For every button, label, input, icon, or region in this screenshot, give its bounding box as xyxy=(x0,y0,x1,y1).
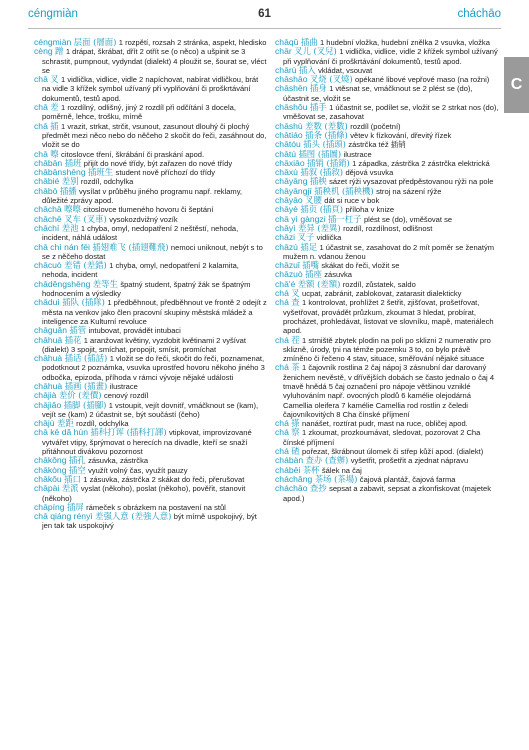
entry-pinyin: chār xyxy=(275,46,292,57)
entry-pinyin: chātóu xyxy=(275,139,301,150)
entry-definition: 1 aranžovat květiny, vyzdobit květinami 2 vyšívat (dialekt) 3 spojit, smíchat, propojit, smísit, promíchat xyxy=(42,335,246,354)
entry-hanzi: 插班生 xyxy=(88,167,114,178)
entry-definition: rozdíl, odchylka xyxy=(80,177,134,187)
entry-pinyin: chāzú xyxy=(275,241,298,252)
entry-definition: dát si ruce v bok xyxy=(324,196,380,206)
entry-hanzi: 差等生 xyxy=(92,278,118,289)
dictionary-entry xyxy=(34,224,267,243)
entry-definition: špatný student, špatný žák se špatným hodnocením a výsledky xyxy=(42,279,251,299)
dictionary-entry xyxy=(34,103,267,122)
dictionary-entry xyxy=(275,363,500,419)
right-column xyxy=(275,38,500,503)
dictionary-entry xyxy=(34,261,267,280)
entry-definition: vidlička xyxy=(316,233,342,243)
entry-hanzi: 插口 xyxy=(64,473,81,484)
entry-pinyin: chāchā xyxy=(34,204,62,215)
entry-hanzi: 查抄 xyxy=(309,483,327,494)
entry-hanzi: 叉车 (叉車) xyxy=(64,213,107,224)
dictionary-entry xyxy=(275,289,500,298)
dictionary-entry xyxy=(275,47,500,66)
entry-hanzi: 插秧机 (插秧機) xyxy=(314,185,374,196)
entry-definition: vyšetřit, prošetřit a zjednat nápravu xyxy=(350,456,469,466)
entry-hanzi: 茶场 (茶場) xyxy=(314,473,358,484)
entry-hanzi: 差额 (差額) xyxy=(297,278,341,289)
entry-pinyin: chāshù xyxy=(275,120,303,131)
entry-pinyin: chāshāo xyxy=(275,74,308,85)
entry-definition: stroj na sázení rýže xyxy=(376,186,442,196)
entry-hanzi: 搽 xyxy=(291,418,300,429)
entry-definition: vysílat v průběhu jiného programu např. reklamy, důležité zprávy apod. xyxy=(42,186,243,206)
entry-definition: opékané libové vepřové maso (na rožni) xyxy=(355,75,490,85)
entry-pinyin: chā xyxy=(34,102,48,113)
entry-pinyin: chā yì gàngzi xyxy=(275,213,326,224)
entry-definition: student nově příchozí do třídy xyxy=(115,168,215,178)
entry-hanzi: 茶杯 xyxy=(302,464,320,475)
entry-pinyin: chāhuà xyxy=(34,353,63,364)
entry-pinyin: chākǒng xyxy=(34,455,67,466)
entry-definition: vtipkovat, improvizované vytvářet vtipy, šprýmovat o herecích na divadle, kteří se snaží přitáhnout divákovu pozornost xyxy=(42,428,252,457)
entry-hanzi: 插播 xyxy=(59,185,77,196)
entry-pinyin: chāyāngjī xyxy=(275,185,312,196)
entry-pinyin: chāchē xyxy=(34,213,62,224)
entry-hanzi: 插足 xyxy=(300,241,318,252)
dictionary-entry xyxy=(275,484,500,503)
entry-pinyin: chāyè xyxy=(275,204,298,215)
entry-hanzi: 插图 (插圖) xyxy=(298,148,342,159)
entry-definition: zástrčka též 插销 xyxy=(348,140,406,150)
dictionary-entry xyxy=(34,38,267,47)
entry-definition: příloha v knize xyxy=(345,205,395,215)
entry-pinyin: chāzi xyxy=(275,232,296,243)
entry-definition: citoslovce tření, škrábání či praskání apod. xyxy=(61,149,205,159)
entry-hanzi: 叉烧 (叉燒) xyxy=(309,74,353,85)
entry-pinyin: chā xyxy=(34,120,48,131)
entry-definition: 1 kontrolovat, prohlížet 2 šetřit, zjišťovat, prošetřovat, vyšetřovat, provádět průzkum, zkoumat 3 hledat, probírat, procházet, prohledávat, listovat ve slovníku, mapě, materiálech apod. xyxy=(283,298,494,336)
entry-definition: 1 rozdílný, odlišný, jiný 2 rozdíl při odčítání 3 docela, poměrně, lehce, trošku, mírně xyxy=(42,103,236,122)
dictionary-entry xyxy=(34,298,267,326)
entry-pinyin: chā xyxy=(34,148,48,159)
dictionary-entry xyxy=(34,75,267,103)
entry-pinyin: chātiáo xyxy=(275,129,303,140)
entry-hanzi: 插空 xyxy=(68,464,86,475)
entry-definition: 1 západka, zástrčka 2 zástrčka elektrická xyxy=(352,158,490,168)
entry-hanzi: 查办 (查辦) xyxy=(305,455,349,466)
entry-hanzi: 插秧 xyxy=(309,176,327,187)
entry-hanzi: 层面 (層面) xyxy=(73,37,117,47)
entry-pinyin: chá xyxy=(275,427,289,438)
page-number: 61 xyxy=(258,8,271,20)
left-column xyxy=(34,38,267,531)
entry-hanzi: 插孔 xyxy=(68,455,86,466)
entry-pinyin: chāduì xyxy=(34,297,60,308)
entry-pinyin: chá xyxy=(275,334,289,345)
entry-definition: 1 předběhnout, předběhnout ve frontě 2 odejít z města na venkov jako člen pracovní skupiny městská mládež a inteligence za Kulturní revoluce xyxy=(42,298,267,326)
entry-definition: přijít do nové třídy, být zařazen do nové třídy xyxy=(83,158,233,168)
entry-hanzi: 插手 xyxy=(309,102,327,113)
entry-definition: sázet rýži vysazovat předpěstovanou rýži na pole xyxy=(329,177,494,187)
dictionary-entry xyxy=(34,401,267,420)
entry-hanzi: 蹭 xyxy=(55,46,64,57)
entry-pinyin: chābō xyxy=(34,185,58,196)
entry-definition: pořezat, škrábnout úlomek či střep kůží apod. (dialekt) xyxy=(302,447,484,457)
entry-pinyin: chā'é xyxy=(275,278,296,289)
dictionary-entry xyxy=(34,122,267,150)
entry-pinyin: chāshēn xyxy=(275,83,308,94)
entry-hanzi: 叉腰 xyxy=(305,195,322,206)
entry-definition: sepsat a zabavit, sepsat a zkonfiskovat (majetek apod.) xyxy=(283,484,491,503)
entry-pinyin: chāhuà xyxy=(34,380,63,391)
entry-hanzi: 插花 xyxy=(64,334,82,345)
entry-pinyin: chāxiāo xyxy=(275,157,305,168)
entry-definition: zásuvka xyxy=(324,270,352,280)
dictionary-entry xyxy=(34,47,267,75)
entry-pinyin: chá xyxy=(275,288,289,299)
entry-hanzi: 插班 xyxy=(64,157,82,168)
entry-hanzi: 插嘴 xyxy=(302,260,319,271)
entry-definition: ucpat, zabránit, zablokovat, zatarasit dialekticky xyxy=(302,289,462,299)
entry-hanzi: 插一杠子 xyxy=(328,213,362,224)
entry-pinyin: chá xyxy=(275,297,289,308)
entry-definition: 1 vidlička, vidlice, vidle 2 napíchovat, nabírat vidličkou, brát na vidle 3 křížek symbol užívaný při vyplňování či proškrtávání dokumentů, testů apod. xyxy=(42,75,259,103)
entry-pinyin: chābān xyxy=(34,157,63,168)
entry-pinyin: chāchí xyxy=(34,222,60,233)
entry-pinyin: chākòng xyxy=(34,464,67,475)
entry-pinyin: chāguǎn xyxy=(34,325,67,336)
entry-pinyin: chāyì xyxy=(275,222,296,233)
entry-pinyin: chāpài xyxy=(34,483,60,494)
entry-definition: rozdíl, rozdílnost, odlišnost xyxy=(343,223,433,233)
entry-pinyin: chākǒu xyxy=(34,473,62,484)
dictionary-entry xyxy=(275,475,500,484)
dictionary-entry xyxy=(34,336,267,355)
entry-definition: 1 vstoupit, vejít dovnitř, vmáčknout se (kam), vejít se (kam) 2 účastnit se, být součástí (čeho) xyxy=(42,400,259,419)
entry-hanzi: 差价 (差價) xyxy=(58,390,102,401)
entry-hanzi: 差错 (差錯) xyxy=(64,260,107,271)
entry-hanzi: 差距 xyxy=(56,418,74,429)
entry-hanzi: 茶 xyxy=(291,362,300,373)
entry-hanzi: 插屏 xyxy=(67,501,84,512)
entry-hanzi: 插画 (插畫) xyxy=(64,380,108,391)
entry-pinyin: chábēi xyxy=(275,464,301,475)
entry-definition: 1 účastnit se, zasahovat do 2 mít poměr se ženatým mužem n. vdanou ženou xyxy=(283,242,495,261)
entry-pinyin: chāyāo xyxy=(275,195,303,206)
entry-hanzi: 嚓 xyxy=(50,148,59,159)
entry-definition: ilustrace xyxy=(343,149,372,159)
dictionary-entry xyxy=(275,66,500,75)
entry-definition: 1 účastnit se, podílet se, vložit se 2 strkat nos (do), vměšovat se, zasahovat xyxy=(283,103,499,122)
entry-hanzi: 插条 (插條) xyxy=(305,129,348,140)
entry-pinyin: chāhuā xyxy=(34,334,63,345)
entry-pinyin: chācuò xyxy=(34,260,62,271)
entry-definition: citoslovce tlumeného hovoru či šeptání xyxy=(83,205,214,215)
entry-definition: větev k fízkování, dřevitý řízek xyxy=(350,130,452,140)
entry-hanzi: 插入 xyxy=(298,64,316,75)
dictionary-entry xyxy=(34,280,267,299)
entry-pinyin: chājiǎo xyxy=(34,399,62,410)
entry-hanzi: 插曲 xyxy=(300,37,318,47)
entry-definition: 1 čajovník rostlina 2 čaj nápoj 3 zásnubní dar darovaný ženichem nevěstě, v dřívějších dobách se často jednalo o čaj 4 tmavě hnědá 5 čaj označení pro nápoje většinou vzniklé vyluhováním např. ovocných plodů 6 kamélie olejodárná Camellia oleifera 7 kamélie Camellia rod rostlin z čeledi čajovníkovitých 8 Cha čínské příjmení xyxy=(283,363,495,419)
entry-pinyin: chāděngshēng xyxy=(34,278,91,289)
entry-pinyin: cèng xyxy=(34,46,53,57)
entry-hanzi: 碴 xyxy=(291,446,300,457)
entry-hanzi: 插座 xyxy=(305,269,322,280)
entry-hanzi: 茬 xyxy=(291,334,300,345)
entry-hanzi: 叉子 xyxy=(297,232,315,243)
entry-definition: být mírně uspokojivý, být jen tak tak uspokojivý xyxy=(42,512,257,531)
entry-definition: čajová plantáž, čajová farma xyxy=(359,474,456,484)
entry-definition: dějová vsuvka xyxy=(345,168,394,178)
entry-definition: nemoci uniknout, nebýt s to se z něčeho dostat xyxy=(42,242,263,261)
entry-hanzi: 插队 (插隊) xyxy=(62,297,105,308)
dictionary-entry xyxy=(34,512,267,531)
entry-hanzi: 差派 xyxy=(61,483,79,494)
entry-definition: 1 vrazit, strkat, strčit, vsunout, zasunout dlouhý či plochý předmět mezi něco nebo do něčeho 2 skočit do řeči, zasáhnout do, vložit se do xyxy=(42,121,267,150)
entry-pinyin: chá xyxy=(275,446,289,457)
entry-hanzi: 插叙 (插敘) xyxy=(300,167,344,178)
entry-pinyin: chāshǒu xyxy=(275,102,308,113)
entry-definition: šálek na čaj xyxy=(321,465,362,475)
entry-definition: 1 chyba, omyl, nedopatření 2 kalamita, nehoda, incident xyxy=(42,261,239,280)
entry-definition: intubovat, provádět intubaci xyxy=(88,326,181,336)
entry-hanzi: 差别 xyxy=(61,176,79,187)
dictionary-entry xyxy=(34,484,267,503)
entry-pinyin: chābānshēng xyxy=(34,167,86,178)
entry-definition: plést se (do), vměšovat se xyxy=(363,214,453,224)
entry-hanzi: 插脚 (插腳) xyxy=(63,399,107,410)
entry-definition: 1 zkoumat, prozkoumávat, sledovat, pozorovat 2 Cha čínské příjmení xyxy=(283,428,481,447)
entry-pinyin: chá xyxy=(275,418,289,429)
dictionary-entry xyxy=(34,354,267,382)
entry-hanzi: 差 xyxy=(50,102,59,113)
entry-definition: 1 vidlička, vidlice, vidle 2 křížek symbol užívaný při vyplňování či proškrtávání dokumentů, testů apod. xyxy=(283,47,498,66)
entry-definition: rozdíl, odchylka xyxy=(76,419,129,429)
entry-pinyin: chāqǔ xyxy=(275,37,299,47)
dictionary-entry xyxy=(275,280,500,289)
entry-pinyin: chājù xyxy=(34,418,55,429)
entry-definition: rozdíl, zůstatek, saldo xyxy=(342,279,416,289)
entry-hanzi: 插身 xyxy=(309,83,327,94)
entry-definition: 1 hudební vložka, hudební znělka 2 vsuvka, vložka xyxy=(319,38,490,47)
entry-pinyin: cháchāo xyxy=(275,483,308,494)
header-last-entry: cháchāo xyxy=(457,8,501,20)
entry-hanzi: 差强人意 (差強人意) xyxy=(95,511,172,522)
entry-definition: 1 rozpětí, rozsah 2 stránka, aspekt, hledisko xyxy=(118,38,267,47)
entry-pinyin: chāxù xyxy=(275,167,298,178)
entry-pinyin: chāyāng xyxy=(275,176,308,187)
entry-pinyin: chārù xyxy=(275,64,297,75)
entry-pinyin: chábàn xyxy=(275,455,304,466)
entry-definition: 1 drápat, škrábat, dřít 2 otřít se (o něco) a ušpinit se 3 schrastit, pumpnout, vydyndat (dialekt) 4 ploužit se, šourat se, vléct se xyxy=(42,47,267,75)
entry-hanzi: 插销 (插銷) xyxy=(307,157,350,168)
dictionary-entry xyxy=(34,187,267,206)
entry-hanzi: 嚓嚓 xyxy=(64,204,81,215)
entry-pinyin: chājià xyxy=(34,390,57,401)
entry-definition: využít volný čas, využít pauzy xyxy=(88,465,188,475)
dictionary-entry xyxy=(275,84,500,103)
entry-hanzi: 插页 (插頁) xyxy=(300,204,344,215)
entry-hanzi: 插翅难飞 (插翅難飛) xyxy=(92,241,169,252)
dictionary-entry xyxy=(34,428,267,456)
entry-hanzi: 差数 (差數) xyxy=(305,120,348,131)
entry-pinyin: chāzuǐ xyxy=(275,260,300,271)
entry-hanzi: 插科打诨 (插科打諢) xyxy=(90,427,167,438)
entry-definition: 1 chyba, omyl, nedopatření 2 neštěstí, nehoda, incident, náhlá událost xyxy=(42,223,239,243)
dictionary-entry xyxy=(275,243,500,262)
entry-pinyin: chā chì nán fēi xyxy=(34,241,90,252)
entry-pinyin: chā xyxy=(34,74,48,85)
entry-hanzi: 察 xyxy=(291,427,300,438)
entry-definition: rozdíl (početní) xyxy=(350,121,401,131)
page-header xyxy=(28,8,501,26)
entry-pinyin: chāpíng xyxy=(34,501,65,512)
header-rule xyxy=(28,28,501,29)
entry-definition: 1 vtěsnat se, vmáčknout se 2 plést se (do), účastnit se, vložit se xyxy=(283,84,473,103)
dictionary-entry xyxy=(275,298,500,335)
entry-hanzi: 插头 (插頭) xyxy=(303,139,346,150)
entry-definition: cenový rozdíl xyxy=(103,391,149,401)
entry-pinyin: chā qiáng rényì xyxy=(34,511,93,522)
entry-hanzi: 插管 xyxy=(69,325,87,336)
entry-hanzi: 插话 (插話) xyxy=(64,353,108,364)
entry-hanzi: 差异 (差異) xyxy=(297,222,341,233)
letter-tab-label: C xyxy=(510,76,523,93)
entry-definition: vkládat, vsouvat xyxy=(318,65,373,75)
entry-hanzi: 插 xyxy=(50,120,59,131)
dictionary-entry xyxy=(34,243,267,262)
entry-definition: skákat do řeči, vložit se xyxy=(321,261,400,271)
entry-pinyin: chābié xyxy=(34,176,60,187)
entry-definition: nanášet, roztírat pudr, mast na ruce, obličej apod. xyxy=(302,419,468,429)
entry-pinyin: chā kē dǎ hùn xyxy=(34,427,88,438)
entry-pinyin: chātú xyxy=(275,148,297,159)
entry-definition: 1 zásuvka, zástrčka 2 skákat do řeči, přerušovat xyxy=(83,474,245,484)
header-first-entry: céngmiàn xyxy=(28,8,78,20)
entry-definition: ilustrace xyxy=(109,381,138,391)
entry-definition: 1 vložit se do řeči, skočit do řeči, poznamenat, podotknout 2 poznámka, vsuvka uprostřed hovoru někoho jiného 3 odbočka, epizoda, příhoda v rámci vývoje nějaké události xyxy=(42,354,265,382)
dictionary-entry xyxy=(275,336,500,364)
letter-tab xyxy=(504,57,529,113)
entry-definition: vyslat (někoho), poslat (někoho), pověřit, stanovit (někoho) xyxy=(42,484,246,503)
entry-definition: vysokozdvižný vozík xyxy=(109,214,178,224)
entry-hanzi: 叉 xyxy=(50,74,59,85)
entry-hanzi: 叉 xyxy=(291,288,300,299)
entry-hanzi: 差池 xyxy=(61,222,79,233)
entry-pinyin: cháchǎng xyxy=(275,473,313,484)
entry-definition: rámeček s obrázkem na postavení na stůl xyxy=(86,502,226,512)
entry-pinyin: chá xyxy=(275,362,289,373)
entry-definition: 1 strniště zbytek plodin na poli po sklizni 2 numerativ pro sklizně, úrody, ţni na témže pozemku 3 to, co bylo právě zmíněno či řečeno 4 stav, situace, směřování nějaké situace xyxy=(283,335,491,364)
dictionary-entry xyxy=(275,103,500,122)
entry-hanzi: 叉儿 (叉兒) xyxy=(294,46,337,57)
dictionary-entry xyxy=(275,428,500,447)
entry-hanzi: 查 xyxy=(291,297,300,308)
entry-pinyin: chāzuò xyxy=(275,269,303,280)
entry-pinyin: céngmiàn xyxy=(34,37,72,47)
entry-definition: zásuvka, zástrčka xyxy=(88,456,149,466)
